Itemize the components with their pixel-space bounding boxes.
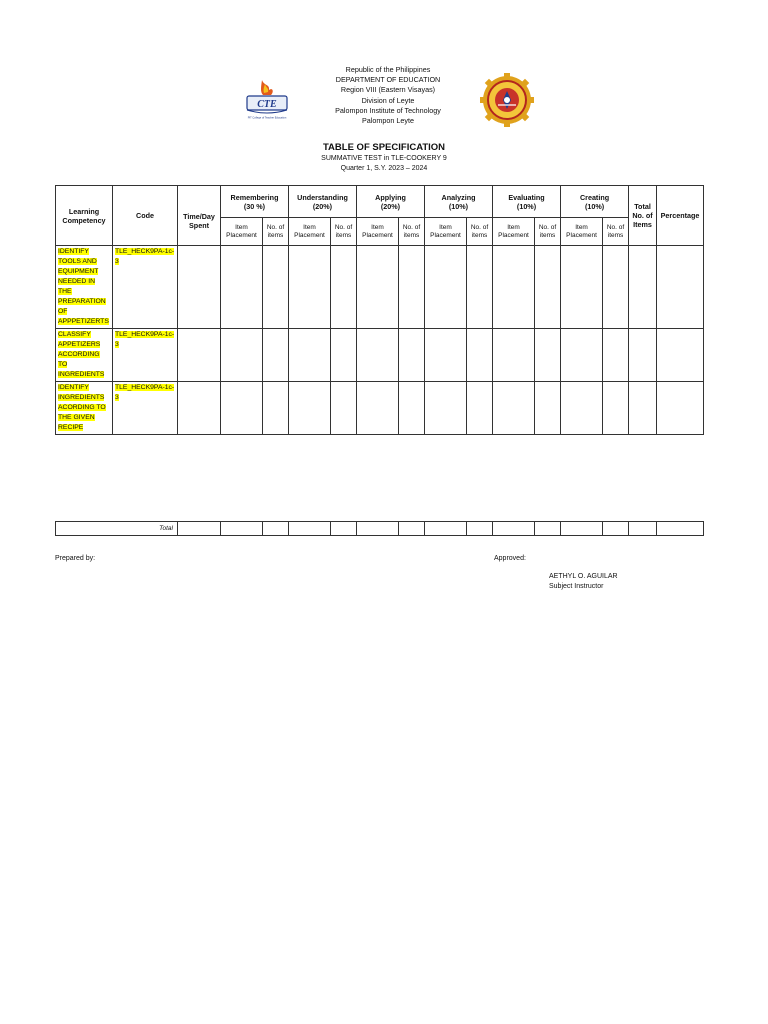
code-text: TLE_HECK9PA-1c-3	[115, 331, 175, 348]
total-row	[56, 522, 704, 536]
title-block	[234, 142, 534, 174]
total-label: Total	[56, 522, 178, 536]
cte-logo-text: CTE	[257, 99, 277, 110]
code-cell	[113, 329, 178, 382]
cte-logo-icon	[242, 78, 292, 120]
header-learning-competency: Learning Competency	[56, 186, 113, 246]
quarter-line: Quarter 1, S.Y. 2023 – 2024	[340, 165, 428, 172]
competency-text: IDENTIFY INGREDIENTS ACORDING TO THE GIVEN RECIPE	[58, 384, 106, 431]
pit-seal-icon	[477, 72, 537, 128]
code-cell	[113, 246, 178, 329]
header-understanding: Understanding (20%)	[289, 186, 357, 218]
subheader-item-placement: Item Placement	[493, 218, 535, 246]
document-title: TABLE OF SPECIFICATION	[322, 142, 446, 153]
letterhead-line: DEPARTMENT OF EDUCATION	[335, 75, 441, 85]
subheader-no-items: No. of items	[535, 218, 561, 246]
signer-title: Subject Instructor	[549, 583, 604, 590]
letterhead-line: Palompon Leyte	[362, 116, 414, 126]
code-text: TLE_HECK9PA-1c-3	[115, 248, 175, 265]
subheader-no-items: No. of items	[331, 218, 357, 246]
letterhead-line: Region VIII (Eastern Visayas)	[340, 85, 436, 95]
signer-name: AETHYL O. AGUILAR	[549, 573, 618, 580]
table-row	[56, 329, 704, 382]
code-text: TLE_HECK9PA-1c-3	[115, 384, 175, 401]
prepared-by-label: Prepared by:	[55, 555, 96, 562]
header-total-items: Total No. of Items	[629, 186, 657, 246]
subheader-no-items: No. of items	[263, 218, 289, 246]
competency-cell	[56, 382, 113, 435]
signature-block	[549, 572, 618, 592]
table-row	[56, 382, 704, 435]
subheader-item-placement: Item Placement	[425, 218, 467, 246]
subheader-item-placement: Item Placement	[289, 218, 331, 246]
specification-table	[55, 185, 704, 435]
document-subtitle: SUMMATIVE TEST in TLE-COOKERY 9	[321, 155, 447, 162]
subheader-no-items: No. of items	[399, 218, 425, 246]
subheader-item-placement: Item Placement	[561, 218, 603, 246]
letterhead-line: Palompon Institute of Technology	[335, 105, 441, 115]
header-creating: Creating (10%)	[561, 186, 629, 218]
header-analyzing: Analyzing (10%)	[425, 186, 493, 218]
header-time-spent: Time/Day Spent	[178, 186, 221, 246]
subheader-no-items: No. of items	[467, 218, 493, 246]
subheader-item-placement: Item Placement	[221, 218, 263, 246]
header-percentage: Percentage	[657, 186, 704, 246]
letterhead-line: Division of Leyte	[361, 95, 415, 105]
letterhead-line: Republic of the Philippines	[345, 65, 431, 74]
subheader-no-items: No. of items	[603, 218, 629, 246]
competency-text: CLASSIFY APPETIZERS ACCORDING TO INGREDIENTS	[58, 331, 105, 378]
total-table	[55, 521, 704, 536]
header-applying: Applying (20%)	[357, 186, 425, 218]
cte-logo-caption: PIT College of Teacher Education	[247, 116, 287, 120]
subheader-item-placement: Item Placement	[357, 218, 399, 246]
header-code: Code	[113, 186, 178, 246]
letterhead	[318, 65, 458, 126]
code-cell	[113, 382, 178, 435]
table-row	[56, 246, 704, 329]
competency-cell	[56, 329, 113, 382]
header-evaluating: Evaluating (10%)	[493, 186, 561, 218]
header-remembering: Remembering (30 %)	[221, 186, 289, 218]
competency-cell	[56, 246, 113, 329]
approved-label: Approved:	[494, 555, 526, 562]
competency-text: IDENTIFY TOOLS AND EQUIPMENT NEEDED IN THE PREPARATION OF APPPETIZERTS	[58, 248, 109, 325]
